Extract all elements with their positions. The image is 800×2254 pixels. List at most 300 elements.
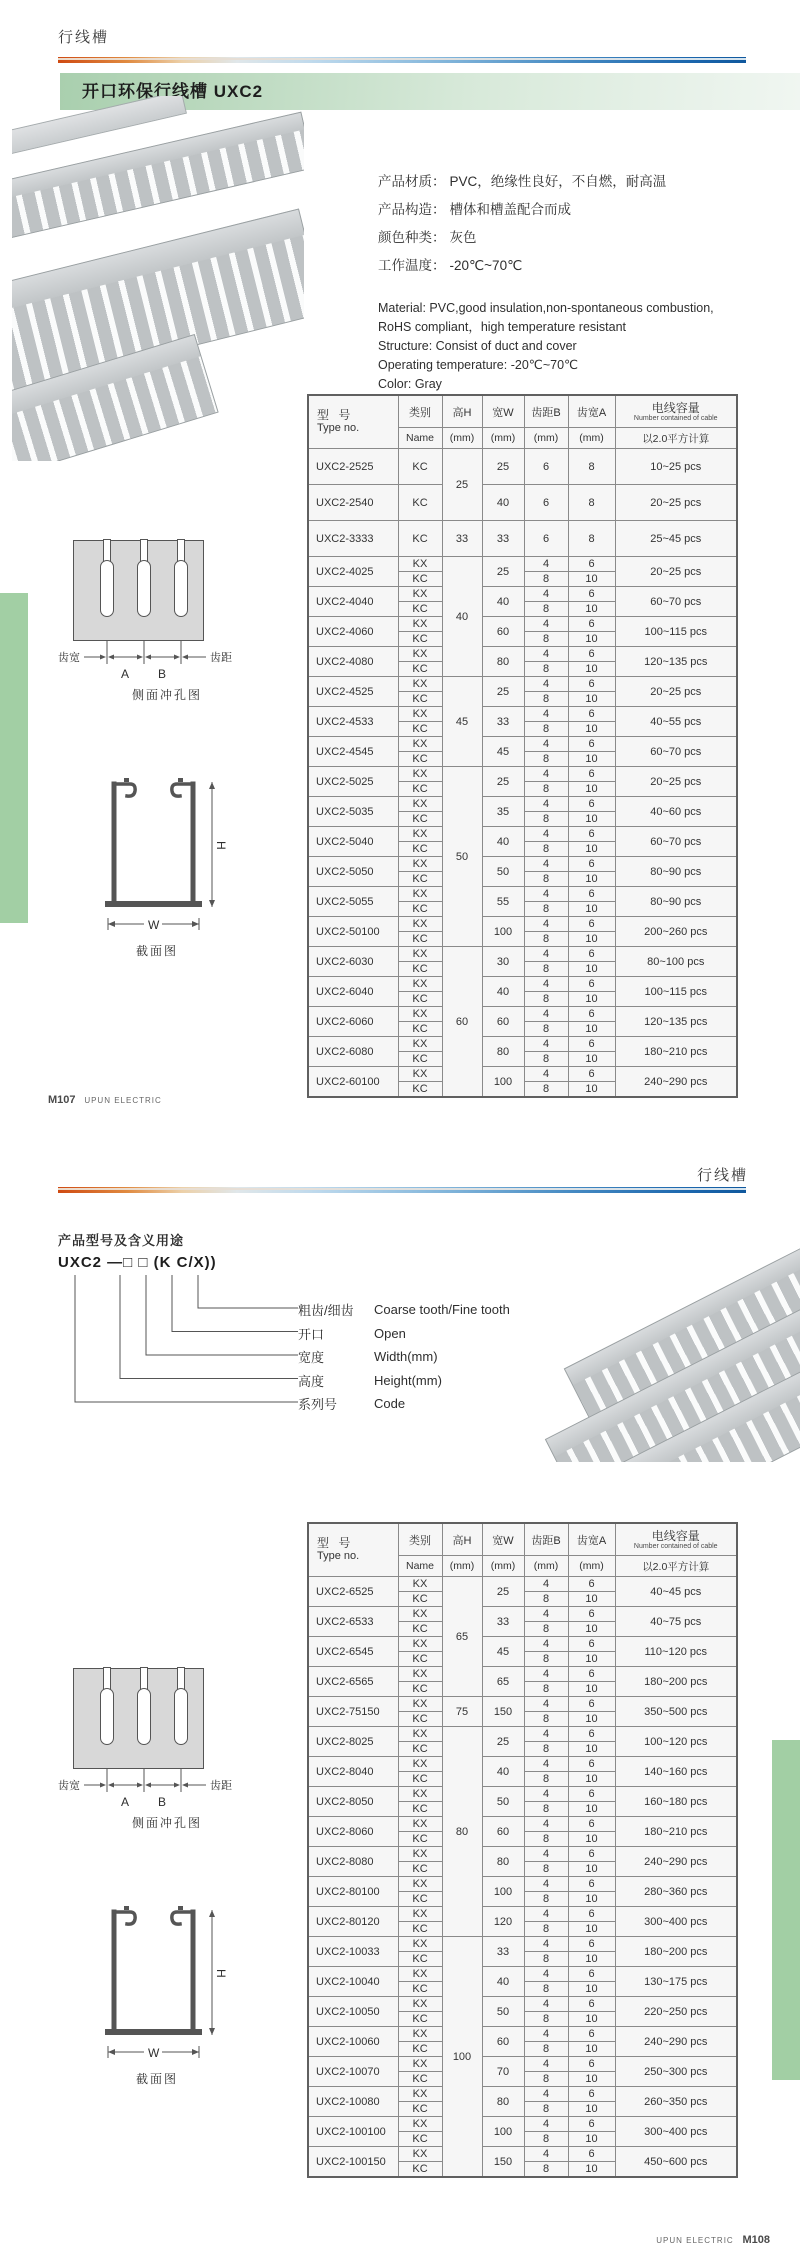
cell-model: UXC2-5055 <box>308 887 398 917</box>
table-row <box>308 1847 737 1862</box>
cell-type: KC <box>398 2132 442 2147</box>
cell-model: UXC2-10080 <box>308 2087 398 2117</box>
cell-aval: 10 <box>568 932 615 947</box>
cell-model: UXC2-80100 <box>308 1877 398 1907</box>
cell-cap: 200~260 pcs <box>615 917 737 947</box>
cell-type: KX <box>398 857 442 872</box>
cell-bval: 8 <box>524 2012 568 2027</box>
cell-hval: 25 <box>442 449 482 521</box>
section-diagram-caption: 截面图 <box>135 2072 178 2086</box>
cell-cap: 25~45 pcs <box>615 521 737 557</box>
cell-cap: 240~290 pcs <box>615 2027 737 2057</box>
cell-type: KX <box>398 1787 442 1802</box>
cell-model: UXC2-2540 <box>308 485 398 521</box>
cell-bval: 4 <box>524 767 568 782</box>
cell-type: KX <box>398 977 442 992</box>
cell-bval: 4 <box>524 2147 568 2162</box>
header-mm: (mm) <box>568 1556 615 1577</box>
cell-cap: 160~180 pcs <box>615 1787 737 1817</box>
cell-bval: 4 <box>524 557 568 572</box>
cell-aval: 10 <box>568 902 615 917</box>
cell-cap: 180~210 pcs <box>615 1037 737 1067</box>
cell-type: KC <box>398 722 442 737</box>
header-model: 型 号 Type no. <box>308 1523 398 1577</box>
cell-cap: 80~90 pcs <box>615 887 737 917</box>
spec-line: Color: Gray <box>378 377 442 391</box>
cell-bval: 4 <box>524 1877 568 1892</box>
cell-hval: 45 <box>442 677 482 767</box>
cell-bval: 4 <box>524 647 568 662</box>
cell-bval: 4 <box>524 2027 568 2042</box>
table-row <box>308 1007 737 1022</box>
cell-type: KC <box>398 662 442 677</box>
cell-cap: 100~115 pcs <box>615 617 737 647</box>
cell-bval: 4 <box>524 977 568 992</box>
cell-bval: 8 <box>524 1052 568 1067</box>
cell-aval: 6 <box>568 1697 615 1712</box>
cell-bval: 4 <box>524 587 568 602</box>
page2-number: M108 <box>742 2234 770 2246</box>
cell-aval: 6 <box>568 1967 615 1982</box>
cell-cap: 300~400 pcs <box>615 1907 737 1937</box>
cell-type: KX <box>398 1637 442 1652</box>
cell-model: UXC2-3333 <box>308 521 398 557</box>
cell-cap: 180~200 pcs <box>615 1937 737 1967</box>
cell-aval: 6 <box>568 1997 615 2012</box>
header-type: 类别 <box>398 1523 442 1556</box>
header-a: 齿宽A <box>568 1523 615 1556</box>
cell-bval: 4 <box>524 1067 568 1082</box>
dim-a-label: A <box>121 1795 130 1809</box>
cell-cap: 350~500 pcs <box>615 1697 737 1727</box>
cell-type: KX <box>398 2117 442 2132</box>
cell-type: KX <box>398 1667 442 1682</box>
cell-type: KX <box>398 2057 442 2072</box>
cell-type: KX <box>398 767 442 782</box>
header-capacity: 电线容量 Number contained of cable <box>615 395 737 428</box>
page2-footer <box>620 2234 770 2246</box>
cell-aval: 10 <box>568 1982 615 1997</box>
cell-type: KC <box>398 1982 442 1997</box>
cell-cap: 100~120 pcs <box>615 1727 737 1757</box>
table-row <box>308 2027 737 2042</box>
cell-wval: 50 <box>482 1997 524 2027</box>
cell-bval: 8 <box>524 2072 568 2087</box>
header-mm: (mm) <box>524 428 568 449</box>
table-row <box>308 947 737 962</box>
cell-type: KX <box>398 707 442 722</box>
cell-type: KC <box>398 1712 442 1727</box>
cell-aval: 6 <box>568 2087 615 2102</box>
cell-wval: 50 <box>482 857 524 887</box>
cell-aval: 10 <box>568 632 615 647</box>
cell-aval: 6 <box>568 767 615 782</box>
table-row <box>308 2087 737 2102</box>
model-code-line: UXC2 —□ □ (K C/X)) <box>58 1254 217 1271</box>
cell-aval: 10 <box>568 1022 615 1037</box>
cell-type: KC <box>398 572 442 587</box>
table-row <box>308 827 737 842</box>
header-model: 型 号 Type no. <box>308 395 398 449</box>
cell-wval: 40 <box>482 1967 524 1997</box>
cell-type: KX <box>398 1757 442 1772</box>
cell-aval: 10 <box>568 1832 615 1847</box>
cell-aval: 10 <box>568 1952 615 1967</box>
cell-aval: 6 <box>568 1787 615 1802</box>
page2-category-label: 行线槽 <box>696 1167 748 1184</box>
cell-bval: 4 <box>524 1937 568 1952</box>
cell-aval: 6 <box>568 1037 615 1052</box>
cell-type: KX <box>398 827 442 842</box>
cell-bval: 8 <box>524 1922 568 1937</box>
cell-type: KX <box>398 647 442 662</box>
cell-aval: 10 <box>568 842 615 857</box>
cell-bval: 4 <box>524 1697 568 1712</box>
cell-bval: 8 <box>524 1952 568 1967</box>
cell-model: UXC2-4545 <box>308 737 398 767</box>
model-code-heading: 产品型号及含义用途 <box>58 1233 185 1248</box>
cell-type: KC <box>398 962 442 977</box>
table-row <box>308 1577 737 1592</box>
header-capacity: 电线容量 Number contained of cable <box>615 1523 737 1556</box>
header-h: 高H <box>442 395 482 428</box>
cell-bval: 4 <box>524 2087 568 2102</box>
cell-bval: 8 <box>524 1832 568 1847</box>
cell-aval: 6 <box>568 1007 615 1022</box>
cell-model: UXC2-10070 <box>308 2057 398 2087</box>
cell-bval: 4 <box>524 1727 568 1742</box>
cell-type: KC <box>398 1592 442 1607</box>
header-w: 宽W <box>482 1523 524 1556</box>
cell-type: KC <box>398 2162 442 2178</box>
cell-bval: 8 <box>524 752 568 767</box>
cell-type: KC <box>398 2102 442 2117</box>
cell-wval: 33 <box>482 1937 524 1967</box>
cell-type: KX <box>398 1577 442 1592</box>
page1-section-title: 开口环保行线槽 UXC2 <box>82 82 264 101</box>
cell-type: KX <box>398 1967 442 1982</box>
cell-aval: 10 <box>568 1652 615 1667</box>
cell-bval: 8 <box>524 722 568 737</box>
cell-type: KX <box>398 1817 442 1832</box>
brand-name: UPUN ELECTRIC <box>656 2236 734 2245</box>
cell-aval: 10 <box>568 2162 615 2178</box>
page1-number: M107 <box>48 1094 76 1106</box>
cell-wval: 25 <box>482 1727 524 1757</box>
cell-cap: 20~25 pcs <box>615 677 737 707</box>
cell-aval: 6 <box>568 1907 615 1922</box>
header-mm: (mm) <box>442 1556 482 1577</box>
header-a: 齿宽A <box>568 395 615 428</box>
cell-cap: 20~25 pcs <box>615 485 737 521</box>
cell-wval: 25 <box>482 449 524 485</box>
table-row <box>308 767 737 782</box>
cell-aval: 8 <box>568 449 615 485</box>
cell-model: UXC2-10060 <box>308 2027 398 2057</box>
cell-aval: 6 <box>568 1637 615 1652</box>
legend-item-tooth-type: 粗齿/细齿 Coarse tooth/Fine tooth <box>298 1301 510 1318</box>
cell-type: KC <box>398 902 442 917</box>
cell-aval: 6 <box>568 977 615 992</box>
cell-aval: 10 <box>568 1742 615 1757</box>
table-row <box>308 485 737 521</box>
cell-bval: 4 <box>524 677 568 692</box>
cell-hval: 60 <box>442 947 482 1098</box>
cell-bval: 6 <box>524 485 568 521</box>
cell-model: UXC2-5050 <box>308 857 398 887</box>
cell-type: KC <box>398 1682 442 1697</box>
cell-cap: 60~70 pcs <box>615 827 737 857</box>
cell-type: KX <box>398 1037 442 1052</box>
dim-w-label: W <box>148 918 160 932</box>
cell-type: KX <box>398 1607 442 1622</box>
cell-type: KX <box>398 2027 442 2042</box>
cell-cap: 20~25 pcs <box>615 767 737 797</box>
cell-bval: 8 <box>524 2132 568 2147</box>
table-row <box>308 449 737 485</box>
cell-aval: 10 <box>568 572 615 587</box>
cell-type: KC <box>398 485 442 521</box>
cell-wval: 40 <box>482 485 524 521</box>
cell-type: KX <box>398 2087 442 2102</box>
cell-type: KX <box>398 1007 442 1022</box>
table-row <box>308 1607 737 1622</box>
cell-aval: 6 <box>568 557 615 572</box>
cell-model: UXC2-4080 <box>308 647 398 677</box>
cell-bval: 8 <box>524 2102 568 2117</box>
cell-type: KC <box>398 1622 442 1637</box>
cell-type: KX <box>398 1907 442 1922</box>
cell-model: UXC2-5025 <box>308 767 398 797</box>
cell-cap: 40~60 pcs <box>615 797 737 827</box>
cell-aval: 10 <box>568 1082 615 1098</box>
cell-bval: 4 <box>524 857 568 872</box>
cell-aval: 6 <box>568 737 615 752</box>
cell-type: KX <box>398 1697 442 1712</box>
cell-cap: 100~115 pcs <box>615 977 737 1007</box>
cell-wval: 35 <box>482 797 524 827</box>
cell-aval: 6 <box>568 1877 615 1892</box>
cell-aval: 10 <box>568 872 615 887</box>
cell-model: UXC2-2525 <box>308 449 398 485</box>
table-row <box>308 1967 737 1982</box>
page2-green-side-bar <box>772 1740 800 2080</box>
page1-divider-gradient-bar <box>58 57 746 63</box>
cell-aval: 10 <box>568 782 615 797</box>
cell-bval: 4 <box>524 1967 568 1982</box>
cell-bval: 4 <box>524 737 568 752</box>
cell-aval: 6 <box>568 617 615 632</box>
cell-type: KC <box>398 2072 442 2087</box>
cell-aval: 10 <box>568 2102 615 2117</box>
table-row <box>308 1637 737 1652</box>
cell-model: UXC2-6080 <box>308 1037 398 1067</box>
cell-type: KC <box>398 602 442 617</box>
cell-wval: 100 <box>482 1067 524 1098</box>
cell-wval: 30 <box>482 947 524 977</box>
cell-model: UXC2-8050 <box>308 1787 398 1817</box>
cell-type: KC <box>398 521 442 557</box>
cell-bval: 8 <box>524 662 568 677</box>
cell-wval: 100 <box>482 917 524 947</box>
cell-bval: 4 <box>524 1817 568 1832</box>
cell-aval: 10 <box>568 962 615 977</box>
cell-type: KC <box>398 1052 442 1067</box>
cell-type: KC <box>398 449 442 485</box>
cell-model: UXC2-50100 <box>308 917 398 947</box>
table-row <box>308 917 737 932</box>
cell-aval: 6 <box>568 887 615 902</box>
cell-bval: 8 <box>524 602 568 617</box>
legend-item-open: 开口 Open <box>298 1325 406 1342</box>
dim-w-label: W <box>148 2046 160 2060</box>
cell-cap: 40~45 pcs <box>615 1577 737 1607</box>
cell-aval: 6 <box>568 1667 615 1682</box>
cell-bval: 8 <box>524 1592 568 1607</box>
header-capacity-note: 以2.0平方计算 <box>615 428 737 449</box>
cell-aval: 6 <box>568 1727 615 1742</box>
dim-a-label: A <box>121 667 130 681</box>
cell-bval: 8 <box>524 632 568 647</box>
cell-bval: 8 <box>524 782 568 797</box>
cell-wval: 80 <box>482 1847 524 1877</box>
cell-type: KC <box>398 1652 442 1667</box>
cell-cap: 240~290 pcs <box>615 1847 737 1877</box>
table-row <box>308 647 737 662</box>
cell-type: KC <box>398 842 442 857</box>
cell-type: KX <box>398 1937 442 1952</box>
cell-cap: 60~70 pcs <box>615 737 737 767</box>
cell-bval: 4 <box>524 947 568 962</box>
cell-aval: 6 <box>568 1577 615 1592</box>
cell-wval: 60 <box>482 1817 524 1847</box>
cell-type: KC <box>398 932 442 947</box>
cell-type: KC <box>398 2042 442 2057</box>
cell-model: UXC2-8060 <box>308 1817 398 1847</box>
cell-wval: 25 <box>482 1577 524 1607</box>
cell-aval: 10 <box>568 2042 615 2057</box>
cell-type: KX <box>398 557 442 572</box>
tooth-profile-diagram <box>58 536 248 688</box>
cell-type: KX <box>398 677 442 692</box>
cell-aval: 10 <box>568 1682 615 1697</box>
cell-model: UXC2-10050 <box>308 1997 398 2027</box>
table-row <box>308 2057 737 2072</box>
cell-aval: 6 <box>568 827 615 842</box>
cell-model: UXC2-100150 <box>308 2147 398 2178</box>
cell-model: UXC2-5035 <box>308 797 398 827</box>
cell-bval: 4 <box>524 1037 568 1052</box>
cell-aval: 10 <box>568 992 615 1007</box>
cell-type: KC <box>398 1802 442 1817</box>
cell-model: UXC2-6525 <box>308 1577 398 1607</box>
cell-bval: 6 <box>524 521 568 557</box>
cell-hval: 65 <box>442 1577 482 1697</box>
legend-item-width: 宽度 Width(mm) <box>298 1348 438 1365</box>
cell-aval: 6 <box>568 647 615 662</box>
page1-specs-cn <box>378 168 666 280</box>
cell-wval: 50 <box>482 1787 524 1817</box>
table-row <box>308 1037 737 1052</box>
dim-h-label: H <box>214 1969 228 1978</box>
cell-type: KC <box>398 1772 442 1787</box>
cell-wval: 60 <box>482 1007 524 1037</box>
cell-model: UXC2-5040 <box>308 827 398 857</box>
cell-bval: 4 <box>524 2117 568 2132</box>
cell-bval: 4 <box>524 1007 568 1022</box>
cell-model: UXC2-6533 <box>308 1607 398 1637</box>
table-row <box>308 857 737 872</box>
cell-cap: 60~70 pcs <box>615 587 737 617</box>
table-row <box>308 977 737 992</box>
cell-bval: 8 <box>524 1022 568 1037</box>
dim-b-label: B <box>158 1795 167 1809</box>
cell-type: KC <box>398 692 442 707</box>
table-row <box>308 617 737 632</box>
cell-bval: 4 <box>524 1637 568 1652</box>
cell-hval: 100 <box>442 1937 482 2178</box>
cell-cap: 80~100 pcs <box>615 947 737 977</box>
cell-aval: 6 <box>568 677 615 692</box>
spec-line: 工作温度： -20℃~70℃ <box>378 258 523 273</box>
cell-aval: 6 <box>568 2057 615 2072</box>
legend-item-height: 高度 Height(mm) <box>298 1372 442 1389</box>
cell-wval: 100 <box>482 1877 524 1907</box>
cell-wval: 70 <box>482 2057 524 2087</box>
cell-hval: 75 <box>442 1697 482 1727</box>
cell-model: UXC2-10040 <box>308 1967 398 1997</box>
table-row <box>308 1937 737 1952</box>
cell-model: UXC2-6040 <box>308 977 398 1007</box>
cell-bval: 8 <box>524 842 568 857</box>
cell-model: UXC2-75150 <box>308 1697 398 1727</box>
cell-type: KC <box>398 782 442 797</box>
header-type: 类别 <box>398 395 442 428</box>
cell-aval: 10 <box>568 1622 615 1637</box>
cell-aval: 6 <box>568 1937 615 1952</box>
cell-wval: 65 <box>482 1667 524 1697</box>
table-row <box>308 737 737 752</box>
table-row <box>308 797 737 812</box>
spec-line: RoHS compliant，high temperature resistant <box>378 320 627 334</box>
header-mm: (mm) <box>568 428 615 449</box>
header-b: 齿距B <box>524 395 568 428</box>
header-type-en: Name <box>398 1556 442 1577</box>
cell-bval: 4 <box>524 1577 568 1592</box>
cell-aval: 6 <box>568 947 615 962</box>
cell-bval: 8 <box>524 1742 568 1757</box>
cell-wval: 45 <box>482 1637 524 1667</box>
cell-aval: 6 <box>568 1067 615 1082</box>
cell-wval: 33 <box>482 521 524 557</box>
cell-cap: 220~250 pcs <box>615 1997 737 2027</box>
cell-model: UXC2-8080 <box>308 1847 398 1877</box>
cell-bval: 8 <box>524 1712 568 1727</box>
table-row <box>308 587 737 602</box>
cell-cap: 80~90 pcs <box>615 857 737 887</box>
page2-spec-table <box>307 1522 738 2178</box>
cell-wval: 55 <box>482 887 524 917</box>
cell-type: KC <box>398 1082 442 1098</box>
cell-aval: 6 <box>568 797 615 812</box>
cell-bval: 4 <box>524 1757 568 1772</box>
cell-model: UXC2-10033 <box>308 1937 398 1967</box>
header-mm: (mm) <box>482 428 524 449</box>
spec-line: 颜色种类： 灰色 <box>378 230 477 245</box>
cell-bval: 8 <box>524 1682 568 1697</box>
cell-bval: 8 <box>524 1622 568 1637</box>
cell-bval: 4 <box>524 1907 568 1922</box>
